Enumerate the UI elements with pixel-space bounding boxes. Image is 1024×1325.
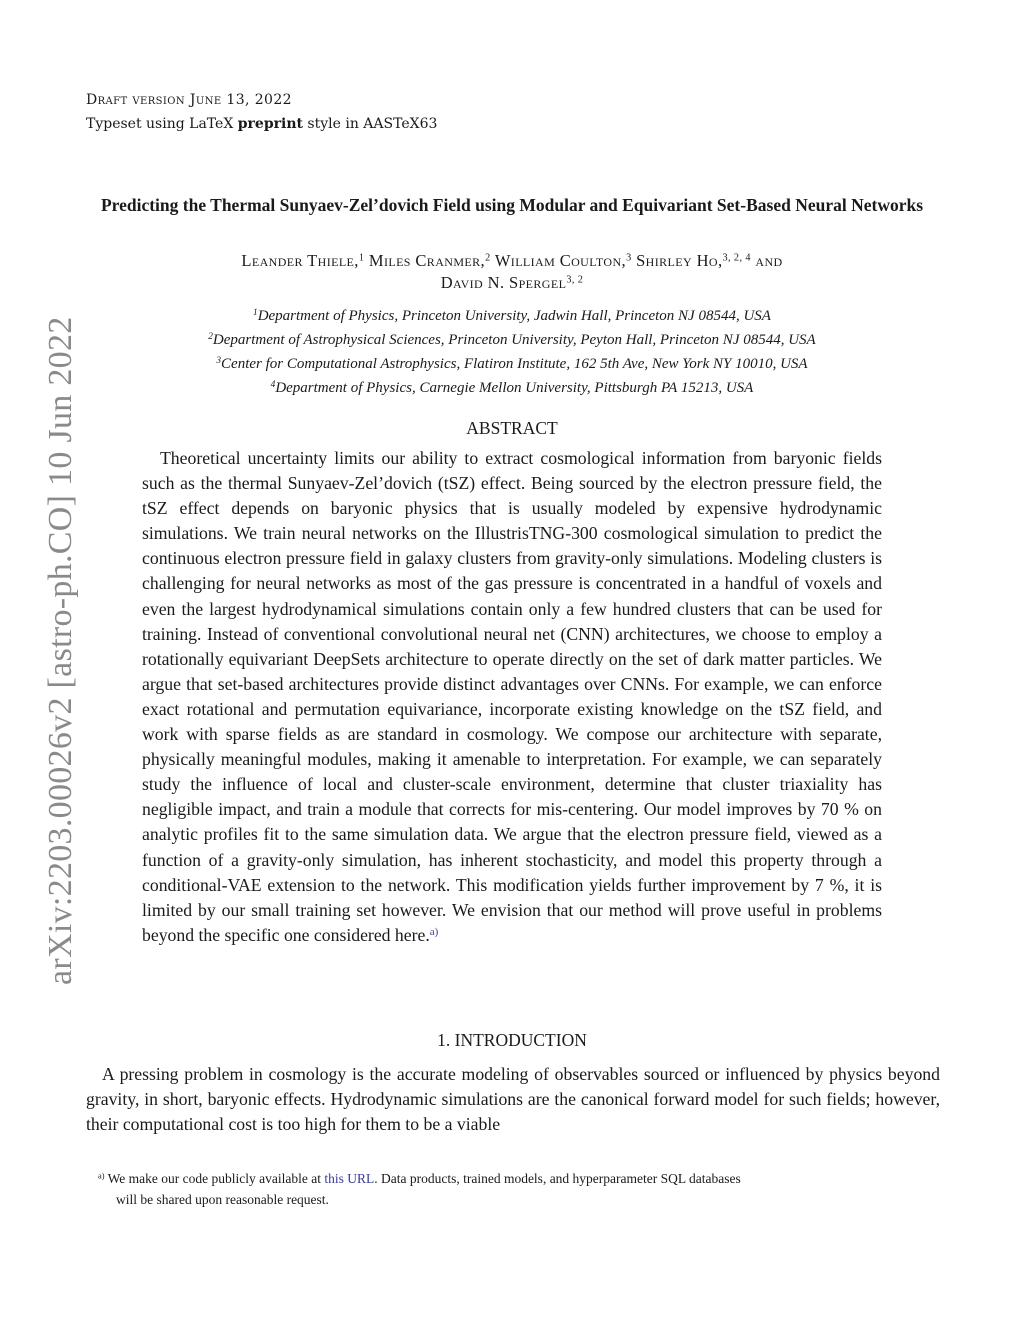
author: William Coulton,$^3$ <box>494 251 632 270</box>
section-heading-introduction: 1. INTRODUCTION <box>437 1030 587 1050</box>
introduction-text: A pressing problem in cosmology is the accurate modeling of observables sourced or influenced by physics beyond gravity, in short, baryonic effects. Hydrodynamic simulations are the canonical forward model for such fields; however, their computational cost is too high for them to be a viable <box>86 1064 940 1135</box>
typeset-style: preprint <box>237 116 303 132</box>
arxiv-identifier: arXiv:2203.00026v2 [astro-ph.CO] 10 Jun 2022 <box>42 316 79 985</box>
typeset-suffix: style in AASTeX63 <box>302 116 438 132</box>
and-word: and <box>755 251 783 270</box>
footnote-line: $^{a)}$ We make our code publicly available at this URL. Data products, trained models, and hyperparameter SQL databases <box>98 1171 741 1186</box>
author: David N. Spergel$^{3, 2}$ <box>440 273 584 292</box>
author: Miles Cranmer,$^2$ <box>368 251 491 270</box>
typeset-prefix: Typeset using <box>86 116 190 132</box>
affiliation-list <box>90 304 934 400</box>
typeset-line <box>86 116 437 132</box>
code-url-link[interactable]: this URL <box>324 1171 375 1186</box>
abstract-heading: ABSTRACT <box>466 418 558 438</box>
author: Shirley Ho,$^{3, 2, 4}$ <box>636 251 751 270</box>
affiliation: $^2$Department of Astrophysical Sciences, Princeton University, Peyton Hall, Princeton NJ 08544, USA <box>208 331 816 348</box>
draft-version: Draft version June 13, 2022 <box>86 92 292 108</box>
author-list <box>120 250 904 294</box>
affiliation: $^1$Department of Physics, Princeton University, Jadwin Hall, Princeton NJ 08544, USA <box>253 307 771 324</box>
footnote-link[interactable]: a) <box>429 925 439 938</box>
latex-logo: LaTeX <box>189 116 234 132</box>
affiliation: $^4$Department of Physics, Carnegie Mellon University, Pittsburgh PA 15213, USA <box>270 379 754 396</box>
abstract-text <box>142 446 882 948</box>
affiliation: $^3$Center for Computational Astrophysics, Flatiron Institute, 162 5th Ave, New York NY 10010, USA <box>216 355 808 372</box>
footnote <box>98 1168 978 1210</box>
footnote-line-2: will be shared upon reasonable request. <box>116 1192 329 1207</box>
footnote-mark: a) <box>98 1171 105 1181</box>
author: Leander Thiele,$^1$ <box>241 251 365 270</box>
abstract-paragraph: Theoretical uncertainty limits our ability to extract cosmological information from baryonic fields such as the thermal Sunyaev-Zel’dovich (tSZ) effect. Being sourced by the electron pressure field, the tSZ effect depends on baryonic physics that is usually modeled by expensive hydrodynamic simulations. We train neural networks on the IllustrisTNG-300 cosmological simulation to predict the continuous electron pressure field in galaxy clusters from gravity-only simulations. Modeling clusters is challenging for neural networks as most of the gas pressure is concentrated in a handful of voxels and even the largest hydrodynamical simulations contain only a few hundred clusters that can be used for training. Instead of conventional convolutional neural net (CNN) architectures, we choose to employ a rotationally equivariant DeepSets architecture to operate directly on the set of dark matter particles. We argue that set-based architectures provide distinct advantages over CNNs. For example, we can enforce exact rotational and permutation equivariance, incorporate existing knowledge on the tSZ field, and work with sparse fields as are standard in cosmology. We compose our architecture with separate, physically meaningful modules, making it amenable to interpretation. For example, we can separately study the influence of local and cluster-scale environment, determine that cluster triaxiality has negligible impact, and train a module that corrects for mis-centering. Our model improves by 70 % on analytic profiles fit to the same simulation data. We argue that the electron pressure field, viewed as a function of a gravity-only simulation, has inherent stochasticity, and model this property through a conditional-VAE extension to the network. This modification yields further improvement by 7 %, it is limited by our small training set however. We envision that our method will prove useful in problems beyond the specific one considered here. <box>142 448 882 945</box>
paper-title: Predicting the Thermal Sunyaev-Zel’dovich Field using Modular and Equivariant Set-Based Neural Networks <box>100 195 924 215</box>
